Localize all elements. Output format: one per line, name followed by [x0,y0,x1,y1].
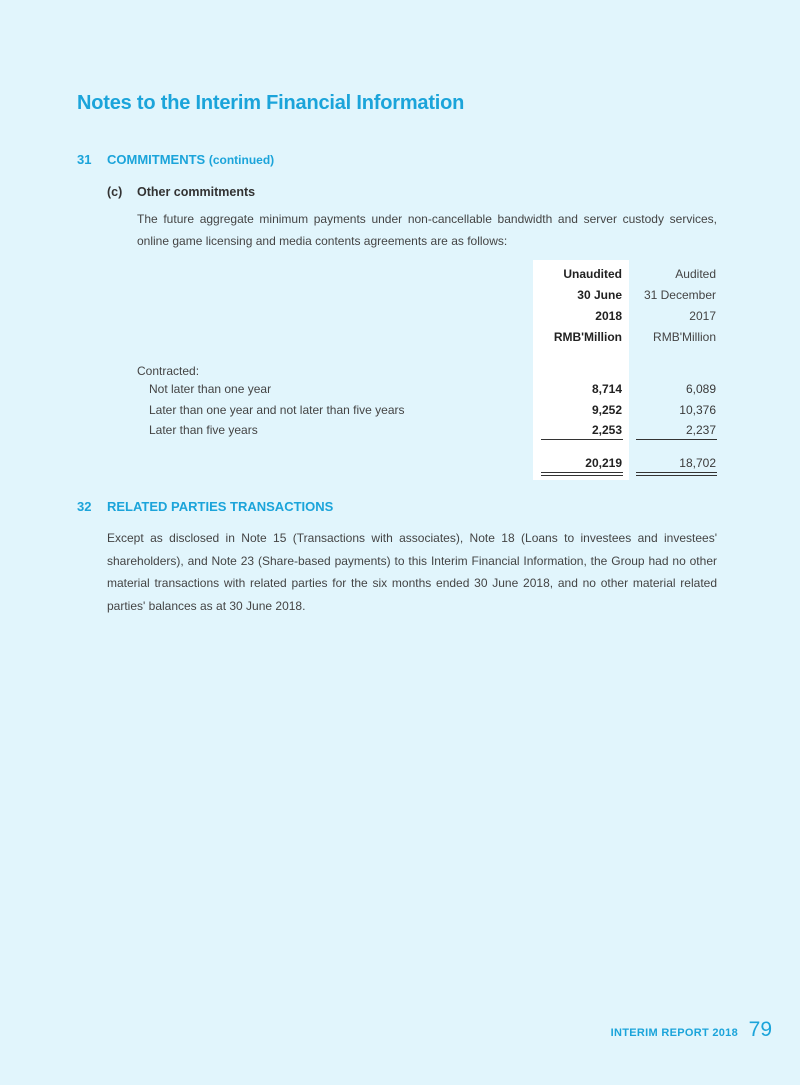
table-cell-2018: 9,252 [591,403,622,417]
subsection-heading [107,185,255,199]
total-double-rule [636,472,717,473]
total-double-rule [541,472,623,473]
table-cell-2017: 10,376 [679,403,716,417]
table-cell-2017: 6,089 [685,382,716,396]
col1-header-status: Unaudited [563,267,622,281]
col1-header-date: 30 June [577,288,622,302]
report-name: INTERIM REPORT 2018 [610,1027,738,1039]
table-row-label: Later than one year and not later than five years [149,403,405,417]
col1-header-unit: RMB'Million [553,330,622,344]
commitments-intro: The future aggregate minimum payments under non-cancellable bandwidth and server custody services, online game licensing and media contents agreements are as follows: [137,212,717,248]
col1-header-year: 2018 [595,309,622,323]
subsection-title: Other commitments [137,185,256,199]
total-double-rule [636,475,717,476]
table-row-label: Later than five years [149,423,258,437]
total-2017: 18,702 [679,456,716,470]
table-cell-2018: 8,714 [591,382,622,396]
subsection-label: (c) [107,185,123,199]
contracted-label: Contracted: [137,364,200,378]
total-2018: 20,219 [585,456,622,470]
section-number: 31 [77,152,92,167]
page-title: Notes to the Interim Financial Information [77,92,465,114]
page-number: 79 [748,1018,772,1041]
col2-header-status: Audited [675,267,716,281]
col2-header-unit: RMB'Million [653,330,716,344]
section-32-heading [77,499,333,514]
subtotal-rule [636,439,717,440]
continued-label: (continued) [208,153,275,167]
section-title: COMMITMENTS [107,152,206,167]
table-cell-2017: 2,237 [685,423,716,437]
col2-header-date: 31 December [643,288,716,302]
total-double-rule [541,475,623,476]
section-number: 32 [77,499,92,514]
subtotal-rule [541,439,623,440]
table-row-label: Not later than one year [149,382,272,396]
section-title: RELATED PARTIES TRANSACTIONS [107,499,334,514]
table-cell-2018: 2,253 [591,423,622,437]
section-31-heading [77,152,274,167]
related-parties-body: Except as disclosed in Note 15 (Transactions with associates), Note 18 (Loans to investees and investees' shareholders), and Note 23 (Share-based payments) to this Interim Financial Information, the Group had no other material transactions with related parties for the six months ended 30 June 2018, and no other material related parties' balances as at 30 June 2018. [107,531,717,613]
col2-header-year: 2017 [689,309,716,323]
